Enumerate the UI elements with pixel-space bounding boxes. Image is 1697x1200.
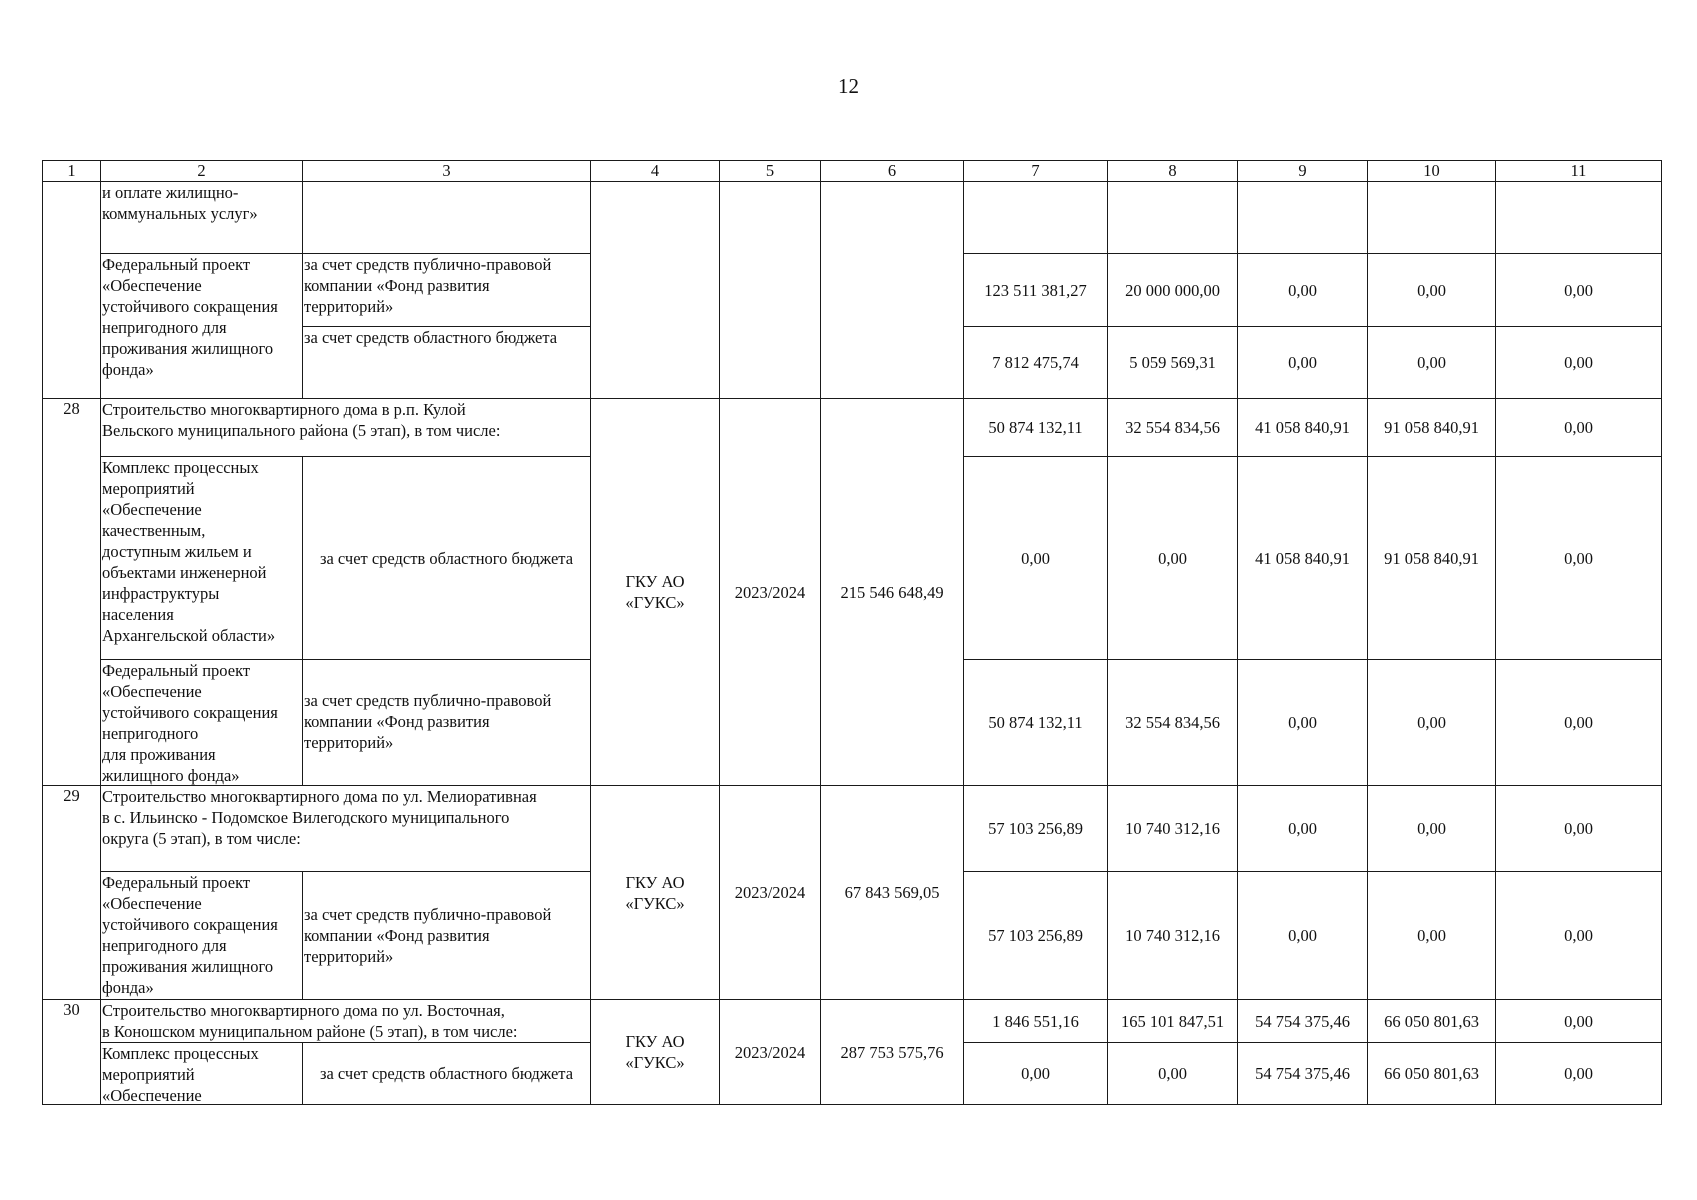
row-28-sub2-col-9-text: 0,00 xyxy=(1288,713,1317,732)
row-28-customer xyxy=(590,398,719,785)
cont-source-empty xyxy=(302,181,590,253)
row-28-sub2-col-7-text: 50 874 132,11 xyxy=(988,713,1083,732)
row-29-total-col-9-text: 0,00 xyxy=(1288,819,1317,838)
row-28-customer-text: ГКУ АО «ГУКС» xyxy=(625,572,685,612)
row-28-sub1-col-7 xyxy=(963,456,1107,659)
cont-empty-col-8 xyxy=(1107,181,1237,253)
row-29-cost xyxy=(820,785,963,999)
row-30-title xyxy=(100,999,590,1042)
header-col-7 xyxy=(963,160,1107,181)
row-29-total-col-11 xyxy=(1495,785,1661,871)
row-28-total-col-8 xyxy=(1107,398,1237,456)
row-29-title-text: Строительство многоквартирного дома по ул. Мелиоративная в с. Ильинско - Подомское Вилегодского муниципального округа (5 этап), в том числе: xyxy=(102,787,537,848)
row-28-total-col-9 xyxy=(1237,398,1367,456)
row-28-total-col-9-text: 41 058 840,91 xyxy=(1255,418,1350,437)
row-29-period xyxy=(719,785,820,999)
row-29-total-col-7 xyxy=(963,785,1107,871)
header-col-1 xyxy=(42,160,100,181)
header-col-2-text: 2 xyxy=(197,161,206,180)
cont-empty-col-11 xyxy=(1495,181,1661,253)
row-28-title xyxy=(100,398,590,456)
row-29-cost-text: 67 843 569,05 xyxy=(844,883,940,902)
row-28-sub2-col-11-text: 0,00 xyxy=(1564,713,1593,732)
row-29-total-col-11-text: 0,00 xyxy=(1564,819,1593,838)
row-29-total-col-8 xyxy=(1107,785,1237,871)
row-29-customer xyxy=(590,785,719,999)
header-col-8 xyxy=(1107,160,1237,181)
row-30-sub1-col-10 xyxy=(1367,1042,1495,1104)
row-29-total-col-8-text: 10 740 312,16 xyxy=(1125,819,1220,838)
row-28-total-col-8-text: 32 554 834,56 xyxy=(1125,418,1220,437)
header-col-4 xyxy=(590,160,719,181)
header-col-11 xyxy=(1495,160,1661,181)
header-col-3 xyxy=(302,160,590,181)
row-28-sub2-col-8 xyxy=(1107,659,1237,785)
row-30-total-col-11 xyxy=(1495,999,1661,1042)
cont-row-2-col-11-text: 0,00 xyxy=(1564,353,1593,372)
row-29-sub1-col-8-text: 10 740 312,16 xyxy=(1125,926,1220,945)
row-30-total-col-9-text: 54 754 375,46 xyxy=(1255,1011,1350,1031)
row-29-sub1-col-10 xyxy=(1367,871,1495,999)
row-29-sub1-col-10-text: 0,00 xyxy=(1417,926,1446,945)
row-29-sub1-source xyxy=(302,871,590,999)
row-30-sub1-name xyxy=(100,1042,302,1104)
cont-subproject-name-text: Федеральный проект «Обеспечение устойчивого сокращения непригодного для проживания жилищного фонда» xyxy=(102,255,278,379)
row-29-sub1-col-8 xyxy=(1107,871,1237,999)
row-30-sub1-col-7-text: 0,00 xyxy=(1021,1064,1050,1083)
row-29-period-text: 2023/2024 xyxy=(734,883,806,902)
row-29-number-text: 29 xyxy=(63,786,80,805)
cont-empty-col-9 xyxy=(1237,181,1367,253)
header-col-3-text: 3 xyxy=(442,161,451,180)
header-col-6 xyxy=(820,160,963,181)
row-29-total-col-9 xyxy=(1237,785,1367,871)
row-30-period-text: 2023/2024 xyxy=(734,1042,806,1062)
row-30-sub1-col-8-text: 0,00 xyxy=(1158,1064,1187,1083)
row-29-sub1-col-11 xyxy=(1495,871,1661,999)
row-30-total-col-7 xyxy=(963,999,1107,1042)
row-29-number xyxy=(42,785,100,999)
header-col-10-text: 10 xyxy=(1423,161,1440,180)
row-28-sub2-col-10-text: 0,00 xyxy=(1417,713,1446,732)
row-28-sub1-col-11 xyxy=(1495,456,1661,659)
cont-row-2-col-10 xyxy=(1367,326,1495,398)
header-col-5-text: 5 xyxy=(765,161,775,180)
cont-row-2-col-9-text: 0,00 xyxy=(1288,353,1317,372)
row-30-sub1-col-7 xyxy=(963,1042,1107,1104)
row-28-number xyxy=(42,398,100,785)
row-30-cost xyxy=(820,999,963,1104)
row-30-total-col-10 xyxy=(1367,999,1495,1042)
row-28-sub1-col-11-text: 0,00 xyxy=(1564,548,1593,568)
cont-source-1 xyxy=(302,253,590,326)
row-30-sub1-col-8 xyxy=(1107,1042,1237,1104)
row-30-total-col-10-text: 66 050 801,63 xyxy=(1384,1011,1479,1031)
row-28-sub1-col-10 xyxy=(1367,456,1495,659)
header-col-11-text: 11 xyxy=(1570,161,1587,180)
row-29-total-col-10 xyxy=(1367,785,1495,871)
row-28-sub1-col-9 xyxy=(1237,456,1367,659)
row-28-total-col-7-text: 50 874 132,11 xyxy=(988,418,1083,437)
header-col-7-text: 7 xyxy=(1031,161,1040,180)
row-30-sub1-col-9-text: 54 754 375,46 xyxy=(1255,1064,1350,1083)
row-28-total-col-7 xyxy=(963,398,1107,456)
cont-row-1-col-9 xyxy=(1237,253,1367,326)
header-col-8-text: 8 xyxy=(1168,161,1177,180)
row-28-sub2-name-text: Федеральный проект «Обеспечение устойчивого сокращения непригодного для проживания жилищного фонда» xyxy=(102,661,278,785)
row-30-sub1-col-11 xyxy=(1495,1042,1661,1104)
row-28-sub2-col-7 xyxy=(963,659,1107,785)
row-30-sub1-col-10-text: 66 050 801,63 xyxy=(1384,1064,1479,1083)
row-28-sub2-col-9 xyxy=(1237,659,1367,785)
table-border-right xyxy=(1661,160,1662,1105)
cont-row-1-col-10 xyxy=(1367,253,1495,326)
row-28-sub2-col-8-text: 32 554 834,56 xyxy=(1125,713,1220,732)
header-col-4-text: 4 xyxy=(650,161,660,180)
row-30-sub1-col-9 xyxy=(1237,1042,1367,1104)
row-28-cost-text: 215 546 648,49 xyxy=(840,582,944,602)
cont-row-2-col-11 xyxy=(1495,326,1661,398)
row-28-total-col-11-text: 0,00 xyxy=(1564,418,1593,437)
header-col-1-text: 1 xyxy=(67,161,76,180)
row-29-title xyxy=(100,785,590,871)
row-30-number-text: 30 xyxy=(63,1000,80,1019)
row-29-sub1-col-7 xyxy=(963,871,1107,999)
cont-cost-cell xyxy=(820,181,963,398)
row-28-sub1-source-text: за счет средств областного бюджета xyxy=(319,548,574,568)
row-28-sub1-name xyxy=(100,456,302,659)
row-29-sub1-col-9 xyxy=(1237,871,1367,999)
cont-source-1-text: за счет средств публично-правовой компании «Фонд развития территорий» xyxy=(304,255,552,316)
row-30-sub1-source-text: за счет средств областного бюджета xyxy=(319,1064,574,1083)
cont-name-tail xyxy=(100,181,302,253)
cont-row-1-col-11-text: 0,00 xyxy=(1564,280,1593,300)
row-28-sub2-col-10 xyxy=(1367,659,1495,785)
header-col-5 xyxy=(719,160,820,181)
cont-name-tail-text: и оплате жилищно- коммунальных услуг» xyxy=(102,183,258,223)
row-30-total-col-8-text: 165 101 847,51 xyxy=(1120,1011,1225,1031)
row-29-total-col-7-text: 57 103 256,89 xyxy=(988,819,1083,838)
cont-row-1-col-8 xyxy=(1107,253,1237,326)
row-28-sub1-col-10-text: 91 058 840,91 xyxy=(1384,548,1479,568)
cont-row-2-col-8-text: 5 059 569,31 xyxy=(1129,353,1216,372)
row-29-sub1-name-text: Федеральный проект «Обеспечение устойчивого сокращения непригодного для проживания жилищного фонда» xyxy=(102,873,278,997)
row-30-number xyxy=(42,999,100,1104)
row-30-total-col-7-text: 1 846 551,16 xyxy=(992,1011,1079,1031)
cont-row-1-col-8-text: 20 000 000,00 xyxy=(1125,280,1220,300)
row-28-sub1-col-8-text: 0,00 xyxy=(1158,548,1187,568)
cont-source-2 xyxy=(302,326,590,398)
row-28-number-text: 28 xyxy=(63,399,80,418)
row-30-sub1-source xyxy=(302,1042,590,1104)
row-29-total-col-10-text: 0,00 xyxy=(1417,819,1446,838)
row-28-total-col-11 xyxy=(1495,398,1661,456)
row-30-sub1-col-11-text: 0,00 xyxy=(1564,1064,1593,1083)
row-30-cost-text: 287 753 575,76 xyxy=(840,1042,944,1062)
row-29-sub1-col-11-text: 0,00 xyxy=(1564,926,1593,945)
cont-source-2-text: за счет средств областного бюджета xyxy=(304,328,558,347)
cont-empty-col-7 xyxy=(963,181,1107,253)
cont-row-2-col-9 xyxy=(1237,326,1367,398)
row-30-total-col-8 xyxy=(1107,999,1237,1042)
row-29-sub1-col-7-text: 57 103 256,89 xyxy=(988,926,1083,945)
cont-row-1-col-7 xyxy=(963,253,1107,326)
row-30-customer-text: ГКУ АО «ГУКС» xyxy=(625,1032,685,1072)
header-col-2 xyxy=(100,160,302,181)
header-col-6-text: 6 xyxy=(887,161,897,180)
row-28-sub1-col-8 xyxy=(1107,456,1237,659)
row-28-title-text: Строительство многоквартирного дома в р.п. Кулой Вельского муниципального района (5 этап), в том числе: xyxy=(102,400,501,440)
cont-row-1-col-10-text: 0,00 xyxy=(1417,280,1446,300)
row-28-cost xyxy=(820,398,963,785)
cont-row-1-col-7-text: 123 511 381,27 xyxy=(984,280,1087,300)
header-col-9 xyxy=(1237,160,1367,181)
cont-row-2-col-7-text: 7 812 475,74 xyxy=(992,353,1079,372)
row-28-sub1-col-7-text: 0,00 xyxy=(1021,548,1050,568)
cont-row-1-col-11 xyxy=(1495,253,1661,326)
row-28-sub2-source-text: за счет средств публично-правовой компании «Фонд развития территорий» xyxy=(304,691,552,752)
header-col-10 xyxy=(1367,160,1495,181)
page-number: 12 xyxy=(838,74,859,98)
cont-row-2-col-7 xyxy=(963,326,1107,398)
row-28-sub1-source xyxy=(302,456,590,659)
row-30-total-col-9 xyxy=(1237,999,1367,1042)
table-border-bottom xyxy=(42,1104,1662,1105)
row-28-sub1-name-text: Комплекс процессных мероприятий «Обеспечение качественным, доступным жильем и объектами инженерной инфраструктуры населения Архангельской области» xyxy=(102,458,276,645)
row-28-total-col-10 xyxy=(1367,398,1495,456)
row-28-sub2-col-11 xyxy=(1495,659,1661,785)
row-29-sub1-name xyxy=(100,871,302,999)
row-30-period xyxy=(719,999,820,1104)
cont-row-1-col-9-text: 0,00 xyxy=(1288,280,1317,300)
cont-period-cell xyxy=(719,181,820,398)
cont-row-2-col-8 xyxy=(1107,326,1237,398)
row-30-total-col-11-text: 0,00 xyxy=(1564,1011,1593,1031)
row-28-sub2-source xyxy=(302,659,590,785)
cont-row-2-col-10-text: 0,00 xyxy=(1417,353,1446,372)
row-28-total-col-10-text: 91 058 840,91 xyxy=(1384,418,1479,437)
row-29-sub1-source-text: за счет средств публично-правовой компании «Фонд развития территорий» xyxy=(304,905,552,966)
row-30-sub1-name-text: Комплекс процессных мероприятий «Обеспечение xyxy=(102,1044,259,1104)
row-29-customer-text: ГКУ АО «ГУКС» xyxy=(625,872,685,913)
cont-subproject-name xyxy=(100,253,302,398)
row-30-customer xyxy=(590,999,719,1104)
cont-empty-col-10 xyxy=(1367,181,1495,253)
row-28-sub2-name xyxy=(100,659,302,785)
row-28-period xyxy=(719,398,820,785)
row-28-period-text: 2023/2024 xyxy=(734,582,806,602)
cont-customer-cell xyxy=(590,181,719,398)
row-28-sub1-col-9-text: 41 058 840,91 xyxy=(1255,548,1350,568)
row-29-sub1-col-9-text: 0,00 xyxy=(1288,926,1317,945)
row-30-title-text: Строительство многоквартирного дома по ул. Восточная, в Коношском муниципальном районе (5 этап), в том числе: xyxy=(102,1001,518,1041)
header-col-9-text: 9 xyxy=(1298,161,1307,180)
cont-num-cell xyxy=(42,181,100,398)
